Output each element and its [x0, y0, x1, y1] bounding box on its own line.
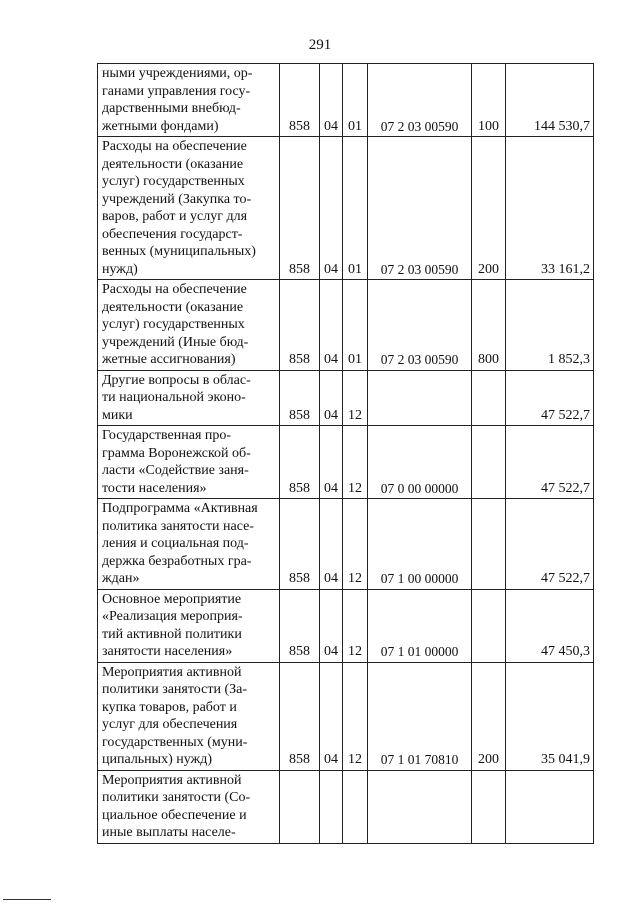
row-sum: 144 530,7 [506, 64, 594, 137]
row-vr [472, 426, 506, 499]
row-gr: 858 [280, 137, 320, 280]
row-name: Другие вопросы в облас- ти национальной эконо- мики [98, 370, 280, 426]
row-rz: 04 [320, 370, 343, 426]
row-vr [472, 370, 506, 426]
row-rz [320, 770, 343, 843]
row-pr: 12 [343, 589, 368, 662]
row-csr: 07 0 00 00000 [368, 426, 472, 499]
row-sum: 47 450,3 [506, 589, 594, 662]
row-csr: 07 2 03 00590 [368, 280, 472, 371]
row-name: Расходы на обеспечение деятельности (оказание услуг) государственных учреждений (Иные бюд- жетные ассигнования) [98, 280, 280, 371]
row-vr: 800 [472, 280, 506, 371]
row-rz: 04 [320, 426, 343, 499]
row-vr: 100 [472, 64, 506, 137]
row-gr: 858 [280, 589, 320, 662]
row-pr: 12 [343, 370, 368, 426]
row-gr: 858 [280, 662, 320, 770]
row-pr: 01 [343, 137, 368, 280]
row-pr: 12 [343, 426, 368, 499]
table-row [98, 499, 594, 590]
row-csr: 07 2 03 00590 [368, 64, 472, 137]
row-pr: 01 [343, 64, 368, 137]
row-vr [472, 770, 506, 843]
table-row [98, 662, 594, 770]
row-name: Основное мероприятие «Реализация мероприя- тий активной политики занятости населения» [98, 589, 280, 662]
row-rz: 04 [320, 499, 343, 590]
row-gr: 858 [280, 370, 320, 426]
row-csr: 07 1 01 70810 [368, 662, 472, 770]
table-row [98, 770, 594, 843]
row-sum: 47 522,7 [506, 426, 594, 499]
row-sum: 47 522,7 [506, 370, 594, 426]
row-pr: 12 [343, 662, 368, 770]
row-sum [506, 770, 594, 843]
table-row [98, 589, 594, 662]
table-row [98, 370, 594, 426]
row-gr: 858 [280, 64, 320, 137]
row-rz: 04 [320, 280, 343, 371]
row-sum: 1 852,3 [506, 280, 594, 371]
row-gr: 858 [280, 426, 320, 499]
row-rz: 04 [320, 137, 343, 280]
row-name: Подпрограмма «Активная политика занятости насе- ления и социальная под- держка безработных гра- ждан» [98, 499, 280, 590]
footnote-rule [3, 899, 51, 900]
row-pr [343, 770, 368, 843]
row-sum: 47 522,7 [506, 499, 594, 590]
row-sum: 33 161,2 [506, 137, 594, 280]
row-rz: 04 [320, 662, 343, 770]
row-vr [472, 589, 506, 662]
budget-table-body [98, 64, 594, 844]
row-gr: 858 [280, 280, 320, 371]
row-csr: 07 1 00 00000 [368, 499, 472, 590]
row-vr: 200 [472, 137, 506, 280]
row-rz: 04 [320, 64, 343, 137]
row-csr: 07 2 03 00590 [368, 137, 472, 280]
row-name: Мероприятия активной политики занятости (За- купка товаров, работ и услуг для обеспечения государственных (муни- ципальных) нужд) [98, 662, 280, 770]
row-csr [368, 770, 472, 843]
row-gr: 858 [280, 499, 320, 590]
row-csr [368, 370, 472, 426]
row-name: Государственная про- грамма Воронежской об- ласти «Содействие заня- тости населения» [98, 426, 280, 499]
row-sum: 35 041,9 [506, 662, 594, 770]
row-name: Расходы на обеспечение деятельности (оказание услуг) государственных учреждений (Закупка то- варов, работ и услуг для обеспечения государст- венных (муниципальных) нужд) [98, 137, 280, 280]
row-pr: 12 [343, 499, 368, 590]
table-row [98, 280, 594, 371]
row-vr [472, 499, 506, 590]
page-number: 291 [308, 37, 332, 53]
row-pr: 01 [343, 280, 368, 371]
row-rz: 04 [320, 589, 343, 662]
row-vr: 200 [472, 662, 506, 770]
row-csr: 07 1 01 00000 [368, 589, 472, 662]
budget-table [97, 63, 594, 844]
table-row [98, 137, 594, 280]
table-row [98, 426, 594, 499]
row-name: Мероприятия активной политики занятости (Со- циальное обеспечение и иные выплаты населе- [98, 770, 280, 843]
table-row [98, 64, 594, 137]
row-gr [280, 770, 320, 843]
row-name: ными учреждениями, ор- ганами управления госу- дарственными внебюд- жетными фондами) [98, 64, 280, 137]
